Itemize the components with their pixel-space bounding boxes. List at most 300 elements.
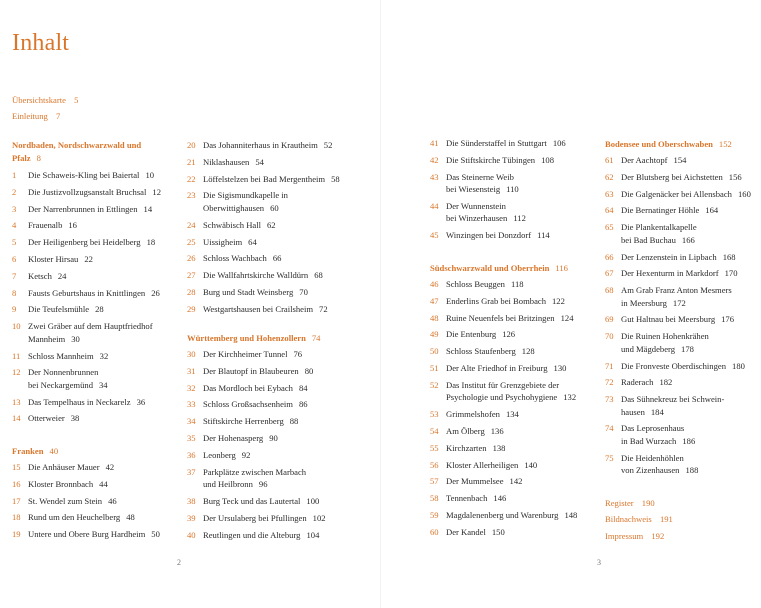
toc-entry-21[interactable] xyxy=(187,156,264,169)
toc-entry-text: Die Justizvollzugsanstalt Bruchsal xyxy=(28,186,147,197)
toc-entry-33[interactable] xyxy=(187,398,308,411)
toc-entry-44[interactable] xyxy=(430,200,526,225)
toc-entry-text: Die Ruinen Hohenkrähen xyxy=(621,331,709,342)
toc-entry-49[interactable] xyxy=(430,328,515,341)
toc-entry-73[interactable] xyxy=(605,393,724,418)
toc-entry-13[interactable] xyxy=(12,396,145,409)
toc-entry-19[interactable] xyxy=(12,528,160,541)
toc-entry-text: hausen xyxy=(621,406,645,417)
toc-entry-number: 19 xyxy=(12,529,21,540)
section-title: Südschwarzwald und Oberrhein xyxy=(430,263,550,273)
toc-entry-text: bei Wiesensteig xyxy=(446,184,501,195)
toc-entry-title-line xyxy=(446,200,526,213)
toc-entry-page-number: 140 xyxy=(524,459,538,470)
toc-entry-title-line xyxy=(446,345,535,358)
toc-entry-title-line xyxy=(446,475,522,488)
toc-entry-number: 27 xyxy=(187,270,196,281)
toc-entry-number: 54 xyxy=(430,425,439,436)
toc-entry-number: 56 xyxy=(430,459,439,470)
toc-entry-text: Am Ölberg xyxy=(446,425,485,436)
toc-entry-page-number: 156 xyxy=(728,171,742,182)
toc-entry-text: Der Wunnenstein xyxy=(446,200,506,211)
toc-entry-number: 59 xyxy=(430,509,439,520)
toc-entry-title-line xyxy=(446,425,504,438)
toc-entry-number: 3 xyxy=(12,203,17,214)
toc-entry-page-number: 46 xyxy=(108,495,117,506)
toc-entry-number: 37 xyxy=(187,466,196,477)
toc-entry-title xyxy=(28,203,152,216)
toc-entry-page-number: 50 xyxy=(151,529,160,540)
toc-entry-page-number: 146 xyxy=(493,493,507,504)
toc-entry-22[interactable] xyxy=(187,173,340,186)
toc-entry-number: 32 xyxy=(187,382,196,393)
toc-entry-40[interactable] xyxy=(187,529,319,542)
toc-entry-page-number: 66 xyxy=(272,253,282,264)
toc-entry-page-number: 90 xyxy=(269,433,278,443)
toc-entry-title xyxy=(621,154,686,167)
toc-entry-text: Löffelstelzen bei Bad Mergentheim xyxy=(203,173,326,184)
toc-entry-52[interactable] xyxy=(430,379,576,404)
toc-entry-title xyxy=(446,328,515,341)
toc-entry-text: Die Anhäuser Mauer xyxy=(28,462,100,472)
toc-entry-title-line xyxy=(28,186,161,199)
toc-entry-number: 71 xyxy=(605,360,614,371)
toc-entry-page-number: 166 xyxy=(681,234,695,245)
toc-entry-text: Frauenalb xyxy=(28,220,63,231)
toc-entry-title-line xyxy=(203,466,306,479)
toc-entry-number: 61 xyxy=(605,155,614,165)
toc-entry-title xyxy=(28,320,153,345)
toc-entry-page-number: 176 xyxy=(721,314,735,325)
toc-entry-page-number: 12 xyxy=(152,186,161,197)
toc-entry-64[interactable] xyxy=(605,204,718,217)
toc-entry-43[interactable] xyxy=(430,171,519,196)
toc-entry-36[interactable] xyxy=(187,449,250,462)
toc-entry-title-line xyxy=(203,382,308,395)
toc-entry-3[interactable] xyxy=(12,203,152,216)
toc-entry-title-line xyxy=(28,203,152,216)
toc-entry-title xyxy=(203,529,319,542)
section-page-number: 40 xyxy=(49,446,59,456)
toc-entry-12[interactable] xyxy=(12,366,108,391)
toc-entry-title xyxy=(28,461,114,474)
toc-entry-title xyxy=(621,204,718,217)
toc-entry-number: 55 xyxy=(430,442,439,453)
toc-entry-page-number: 48 xyxy=(126,512,135,523)
toc-entry-title-line xyxy=(446,171,519,184)
toc-entry-text: Der Kirchheimer Tunnel xyxy=(203,349,288,359)
toc-entry-title xyxy=(28,270,66,283)
toc-entry-number: 9 xyxy=(12,304,17,315)
toc-entry-title-line xyxy=(28,333,153,346)
toc-entry-title-line xyxy=(621,435,695,448)
toc-entry-6[interactable] xyxy=(12,253,93,266)
toc-entry-page-number: 126 xyxy=(502,329,516,340)
toc-entry-number: 1 xyxy=(12,170,17,180)
toc-entry-title-line xyxy=(28,511,135,524)
toc-entry-page-number: 54 xyxy=(255,156,264,167)
toc-entry-1[interactable] xyxy=(12,169,154,182)
section-title-line1: Nordbaden, Nordschwarzwald und xyxy=(12,140,142,150)
toc-entry-number: 15 xyxy=(12,462,21,472)
toc-entry-title-line xyxy=(446,526,505,539)
toc-entry-55[interactable] xyxy=(430,442,505,455)
toc-entry-70[interactable] xyxy=(605,330,709,355)
toc-entry-text: Kloster Allerheiligen xyxy=(446,459,519,470)
section-heading-nordbaden[interactable] xyxy=(12,139,141,164)
toc-entry-title xyxy=(203,303,328,316)
toc-entry-53[interactable] xyxy=(430,408,519,421)
toc-entry-title xyxy=(446,492,506,505)
toc-entry-text: Burg Teck und das Lautertal xyxy=(203,495,301,506)
toc-entry-58[interactable] xyxy=(430,492,506,505)
toc-entry-title xyxy=(203,286,308,299)
toc-entry-title-line xyxy=(621,422,695,435)
toc-entry-5[interactable] xyxy=(12,236,155,249)
toc-entry-9[interactable] xyxy=(12,303,104,316)
toc-entry-title-line xyxy=(28,270,66,283)
toc-entry-title-line xyxy=(621,376,672,389)
toc-entry-title xyxy=(621,393,724,418)
toc-entry-title-line xyxy=(203,269,323,282)
toc-entry-26[interactable] xyxy=(187,252,281,265)
toc-entry-page-number: 76 xyxy=(293,349,303,359)
toc-entry-24[interactable] xyxy=(187,219,276,232)
toc-entry-page-number: 110 xyxy=(506,184,519,195)
toc-entry-number: 14 xyxy=(12,413,21,424)
toc-entry-title xyxy=(621,376,672,389)
toc-entry-page-number: 42 xyxy=(105,462,115,472)
toc-entry-title-line xyxy=(446,459,537,472)
toc-front-matter-introduction[interactable] xyxy=(12,110,60,123)
toc-back-matter-imprint[interactable] xyxy=(605,530,664,543)
toc-entry-page-number: 72 xyxy=(319,303,328,314)
toc-entry-page-number: 38 xyxy=(70,413,80,424)
toc-entry-title-line xyxy=(446,312,573,325)
toc-entry-title xyxy=(621,422,695,447)
toc-entry-title xyxy=(446,229,550,242)
toc-entry-page-number: 44 xyxy=(99,478,108,489)
toc-entry-31[interactable] xyxy=(187,365,313,378)
toc-entry-title-line xyxy=(203,189,288,202)
toc-entry-38[interactable] xyxy=(187,495,319,508)
toc-entry-title-line xyxy=(446,278,524,291)
toc-entry-text: Das Institut für Grenzgebiete der xyxy=(446,379,560,390)
toc-entry-page-number: 130 xyxy=(553,363,567,373)
toc-entry-27[interactable] xyxy=(187,269,323,282)
toc-entry-text: Der Nonnenbrunnen xyxy=(28,367,99,378)
toc-entry-page-number: 36 xyxy=(136,396,146,407)
toc-page-number: 192 xyxy=(651,531,665,541)
toc-entry-number: 74 xyxy=(605,423,614,434)
toc-entry-text: bei Neckargemünd xyxy=(28,379,93,390)
toc-page-number: 7 xyxy=(55,111,61,121)
toc-entry-number: 5 xyxy=(12,237,17,248)
toc-entry-page-number: 80 xyxy=(304,365,314,376)
toc-entry-title-line xyxy=(621,343,709,356)
toc-entry-title-line xyxy=(203,398,308,411)
toc-entry-title xyxy=(203,398,308,411)
toc-entry-page-number: 172 xyxy=(672,297,686,308)
toc-entry-32[interactable] xyxy=(187,382,308,395)
toc-entry-title-line xyxy=(28,379,108,392)
toc-entry-text: in Bad Wurzach xyxy=(621,435,677,446)
toc-entry-17[interactable] xyxy=(12,495,117,508)
toc-entry-text: Grimmelshofen xyxy=(446,409,500,420)
toc-entry-28[interactable] xyxy=(187,286,308,299)
toc-page-number: 191 xyxy=(659,514,673,524)
toc-entry-title xyxy=(621,171,742,184)
toc-entry-50[interactable] xyxy=(430,345,535,358)
toc-entry-page-number: 106 xyxy=(552,138,566,148)
toc-entry-number: 35 xyxy=(187,433,196,443)
toc-entry-title xyxy=(446,345,535,358)
toc-entry-46[interactable] xyxy=(430,278,524,291)
toc-entry-text: Das Johanniterhaus in Krautheim xyxy=(203,140,318,150)
toc-entry-title-line xyxy=(446,295,565,308)
toc-entry-title-line xyxy=(28,528,160,541)
toc-back-matter-register[interactable] xyxy=(605,497,655,510)
toc-entry-text: Die Teufelsmühle xyxy=(28,304,90,315)
toc-entry-60[interactable] xyxy=(430,526,505,539)
toc-entry-47[interactable] xyxy=(430,295,565,308)
toc-entry-title xyxy=(446,137,566,150)
toc-entry-39[interactable] xyxy=(187,512,326,525)
toc-entry-page-number: 26 xyxy=(151,287,160,298)
toc-entry-title-line xyxy=(621,452,698,465)
toc-entry-65[interactable] xyxy=(605,221,697,246)
toc-entry-71[interactable] xyxy=(605,360,745,373)
toc-entry-10[interactable] xyxy=(12,320,153,345)
toc-entry-title xyxy=(446,154,554,167)
toc-entry-page-number: 142 xyxy=(509,476,523,487)
toc-entry-page-number: 24 xyxy=(57,270,67,281)
toc-entry-title-line xyxy=(203,512,326,525)
toc-entry-74[interactable] xyxy=(605,422,695,447)
toc-entry-text: von Zizenhausen xyxy=(621,465,680,476)
toc-entry-title xyxy=(446,200,526,225)
section-heading-suedschwarzwald[interactable] xyxy=(430,262,568,275)
toc-entry-title-line xyxy=(446,509,577,522)
toc-entry-29[interactable] xyxy=(187,303,328,316)
toc-entry-text: Der Alte Friedhof in Freiburg xyxy=(446,363,548,373)
toc-entry-title xyxy=(446,442,505,455)
toc-entry-text: Am Grab Franz Anton Mesmers xyxy=(621,285,732,296)
toc-entry-68[interactable] xyxy=(605,284,732,309)
section-title: Bodensee und Oberschwaben xyxy=(605,139,713,149)
toc-entry-56[interactable] xyxy=(430,459,537,472)
section-page-number: 8 xyxy=(36,152,41,163)
toc-entry-title-line xyxy=(203,529,319,542)
toc-entry-title xyxy=(203,512,326,525)
section-heading-bodensee[interactable] xyxy=(605,138,732,151)
toc-entry-text: und Mägdeberg xyxy=(621,343,676,354)
toc-entry-number: 72 xyxy=(605,377,614,388)
toc-page-number: 5 xyxy=(74,95,79,105)
toc-entry-number: 28 xyxy=(187,286,196,297)
toc-entry-14[interactable] xyxy=(12,412,79,425)
toc-entry-number: 10 xyxy=(12,321,21,332)
toc-entry-35[interactable] xyxy=(187,432,278,445)
toc-entry-text: Der Aachtopf xyxy=(621,155,668,165)
toc-entry-text: Die Sigismundkapelle in xyxy=(203,190,288,201)
toc-entry-page-number: 118 xyxy=(510,279,524,289)
toc-entry-page-number: 128 xyxy=(521,346,535,357)
toc-entry-34[interactable] xyxy=(187,415,298,428)
toc-entry-text: Zwei Gräber auf dem Hauptfriedhof xyxy=(28,321,153,332)
toc-entry-57[interactable] xyxy=(430,475,522,488)
toc-entry-62[interactable] xyxy=(605,171,742,184)
toc-entry-page-number: 154 xyxy=(673,155,687,165)
toc-entry-text: Das Mordloch bei Eybach xyxy=(203,382,293,393)
toc-entry-text: Mannheim xyxy=(28,333,66,344)
toc-entry-number: 18 xyxy=(12,512,21,523)
toc-entry-number: 20 xyxy=(187,140,196,150)
toc-entry-title-line xyxy=(203,432,278,445)
toc-entry-4[interactable] xyxy=(12,219,77,232)
toc-entry-7[interactable] xyxy=(12,270,66,283)
toc-entry-59[interactable] xyxy=(430,509,577,522)
toc-entry-45[interactable] xyxy=(430,229,550,242)
toc-entry-15[interactable] xyxy=(12,461,114,474)
toc-entry-number: 48 xyxy=(430,312,439,323)
toc-entry-8[interactable] xyxy=(12,287,160,300)
page-gutter xyxy=(380,0,381,608)
toc-entry-title-line xyxy=(621,464,698,477)
toc-entry-text: Burg und Stadt Weinsberg xyxy=(203,286,294,297)
toc-entry-30[interactable] xyxy=(187,348,302,361)
toc-entry-page-number: 10 xyxy=(145,170,155,180)
toc-entry-number: 23 xyxy=(187,190,196,201)
toc-entry-title xyxy=(446,425,504,438)
toc-entry-text: Die Plankentalkapelle xyxy=(621,222,697,233)
toc-entry-text: Raderach xyxy=(621,377,654,388)
toc-entry-title-line xyxy=(446,328,515,341)
toc-entry-42[interactable] xyxy=(430,154,554,167)
toc-entry-16[interactable] xyxy=(12,478,108,491)
page-title: Inhalt xyxy=(12,30,70,56)
toc-entry-number: 46 xyxy=(430,279,439,289)
toc-entry-text: Das Tempelhaus in Neckarelz xyxy=(28,396,131,407)
toc-entry-63[interactable] xyxy=(605,188,751,201)
toc-entry-number: 75 xyxy=(605,452,614,463)
toc-entry-title xyxy=(446,475,522,488)
toc-entry-page-number: 148 xyxy=(564,509,578,520)
toc-entry-page-number: 180 xyxy=(732,360,745,371)
toc-entry-page-number: 182 xyxy=(659,377,673,388)
toc-entry-text: Untere und Obere Burg Hardheim xyxy=(28,529,146,540)
toc-entry-67[interactable] xyxy=(605,267,738,280)
toc-entry-title-line xyxy=(203,286,308,299)
toc-entry-23[interactable] xyxy=(187,189,288,214)
toc-entry-54[interactable] xyxy=(430,425,504,438)
toc-entry-title-line xyxy=(28,253,93,266)
toc-entry-title-line xyxy=(28,236,155,249)
toc-entry-number: 43 xyxy=(430,171,439,182)
toc-entry-page-number: 188 xyxy=(685,465,699,476)
toc-entry-text: Parkplätze zwischen Marbach xyxy=(203,466,307,477)
toc-entry-page-number: 70 xyxy=(299,286,308,297)
toc-entry-title xyxy=(203,382,308,395)
toc-entry-number: 13 xyxy=(12,396,21,407)
toc-entry-37[interactable] xyxy=(187,466,306,491)
toc-entry-number: 24 xyxy=(187,219,196,230)
toc-entry-75[interactable] xyxy=(605,452,698,477)
toc-entry-number: 16 xyxy=(12,478,21,489)
toc-entry-72[interactable] xyxy=(605,376,672,389)
toc-entry-text: und Heilbronn xyxy=(203,479,253,490)
toc-entry-51[interactable] xyxy=(430,362,566,375)
toc-entry-number: 12 xyxy=(12,367,21,378)
toc-entry-page-number: 186 xyxy=(682,435,696,446)
toc-entry-page-number: 92 xyxy=(241,449,251,460)
toc-entry-2[interactable] xyxy=(12,186,161,199)
toc-entry-title-line xyxy=(203,365,313,378)
toc-entry-title xyxy=(28,169,154,182)
toc-entry-page-number: 30 xyxy=(71,333,80,344)
toc-entry-18[interactable] xyxy=(12,511,135,524)
toc-entry-page-number: 114 xyxy=(537,230,550,241)
toc-entry-title xyxy=(446,295,565,308)
toc-entry-25[interactable] xyxy=(187,236,257,249)
toc-entry-title xyxy=(203,466,306,491)
toc-entry-text: Die Heidenhöhlen xyxy=(621,452,684,463)
toc-back-matter-image-credits[interactable] xyxy=(605,513,673,526)
toc-entry-title-line xyxy=(28,478,108,491)
toc-entry-title-line xyxy=(446,408,519,421)
toc-entry-title-line xyxy=(621,171,742,184)
toc-entry-text: Die Entenburg xyxy=(446,329,497,340)
toc-entry-66[interactable] xyxy=(605,251,736,264)
toc-entry-69[interactable] xyxy=(605,313,734,326)
toc-entry-text: Der Heiligenberg bei Heidelberg xyxy=(28,237,141,248)
toc-entry-text: Winzingen bei Donzdorf xyxy=(446,230,532,241)
toc-entry-text: Das Steinerne Weib xyxy=(446,171,514,182)
toc-entry-title xyxy=(28,366,108,391)
toc-entry-number: 4 xyxy=(12,220,17,231)
toc-entry-text: Das Leprosenhaus xyxy=(621,423,685,434)
toc-entry-title-line xyxy=(28,303,104,316)
toc-entry-title-line xyxy=(28,495,117,508)
section-title-line2: Pfalz xyxy=(12,152,31,163)
toc-entry-title-line xyxy=(203,236,257,249)
section-heading-wuerttemberg[interactable] xyxy=(187,332,320,345)
toc-entry-title-line xyxy=(446,391,576,404)
toc-entry-text: bei Bad Buchau xyxy=(621,234,676,245)
toc-entry-number: 36 xyxy=(187,449,196,460)
toc-entry-title-line xyxy=(203,173,340,186)
toc-entry-number: 58 xyxy=(430,493,439,504)
toc-entry-number: 67 xyxy=(605,268,614,279)
toc-entry-text: Gut Haltnau bei Meersburg xyxy=(621,314,716,325)
toc-label: Bildnachweis xyxy=(605,514,652,524)
toc-entry-number: 65 xyxy=(605,222,614,233)
toc-entry-text: Otterweier xyxy=(28,413,65,424)
toc-entry-11[interactable] xyxy=(12,350,108,363)
section-heading-franken[interactable] xyxy=(12,445,58,458)
toc-entry-41[interactable] xyxy=(430,137,566,150)
toc-entry-48[interactable] xyxy=(430,312,573,325)
toc-entry-text: Magdalenenberg und Warenburg xyxy=(446,509,559,520)
toc-entry-title-line xyxy=(621,267,738,280)
toc-entry-number: 38 xyxy=(187,495,196,506)
toc-front-matter-overview-map[interactable] xyxy=(12,94,78,107)
toc-entry-20[interactable] xyxy=(187,139,332,152)
toc-entry-page-number: 86 xyxy=(298,399,308,410)
toc-entry-61[interactable] xyxy=(605,154,686,167)
toc-entry-number: 11 xyxy=(12,350,21,361)
toc-entry-page-number: 58 xyxy=(331,173,340,184)
